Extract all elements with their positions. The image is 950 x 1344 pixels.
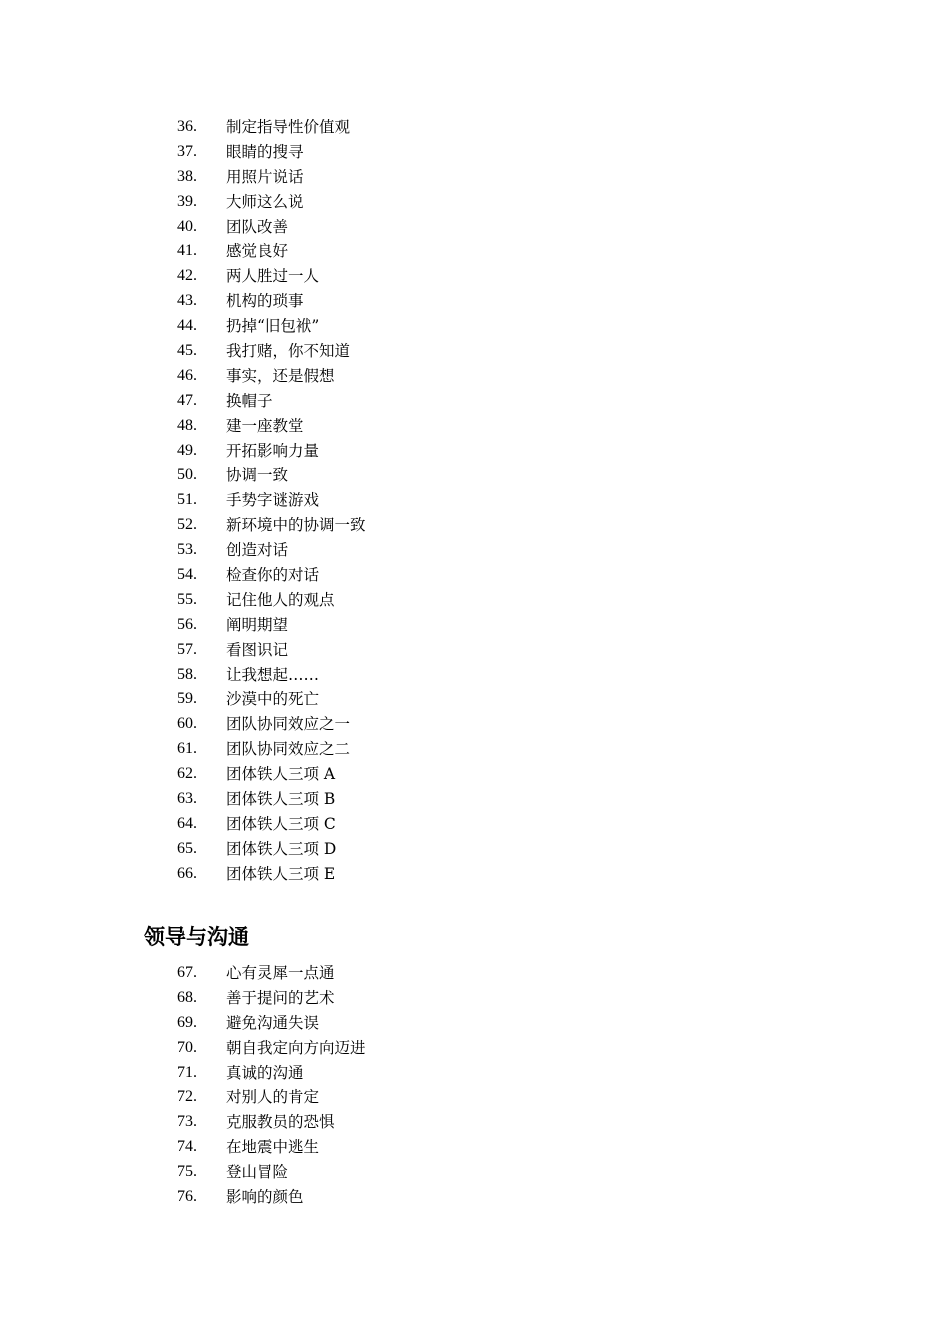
list-item <box>0 737 950 762</box>
item-title: 记住他人的观点 <box>226 590 335 609</box>
item-title: 建一座教堂 <box>226 416 304 435</box>
item-number: 75. <box>177 1163 197 1181</box>
item-number: 52. <box>177 516 197 534</box>
list-item <box>0 1110 950 1135</box>
item-number: 43. <box>177 292 197 310</box>
item-title: 用照片说话 <box>226 167 304 186</box>
item-title: 团队协同效应之一 <box>226 715 351 734</box>
item-title: 团体铁人三项 C <box>226 814 336 833</box>
item-number: 41. <box>177 242 197 260</box>
item-number: 68. <box>177 988 197 1006</box>
item-title: 事实，还是假想 <box>226 366 335 385</box>
list-item <box>0 190 950 215</box>
item-number: 37. <box>177 142 197 160</box>
item-title: 创造对话 <box>226 541 289 560</box>
item-number: 58. <box>177 665 197 683</box>
item-number: 74. <box>177 1138 197 1156</box>
item-title: 团体铁人三项 D <box>226 839 337 858</box>
item-title: 感觉良好 <box>226 242 289 261</box>
item-number: 57. <box>177 640 197 658</box>
item-number: 65. <box>177 839 197 857</box>
item-number: 40. <box>177 217 197 235</box>
item-number: 53. <box>177 541 197 559</box>
item-title: 团队改善 <box>226 217 289 236</box>
list-item <box>0 712 950 737</box>
item-title: 善于提问的艺术 <box>226 988 335 1007</box>
list-item <box>0 862 950 887</box>
item-number: 67. <box>177 964 197 981</box>
list-item <box>0 1135 950 1160</box>
item-title: 对别人的肯定 <box>226 1088 320 1107</box>
list-item <box>0 264 950 289</box>
list-item <box>0 1011 950 1036</box>
list-item <box>0 638 950 663</box>
item-number: 69. <box>177 1013 197 1031</box>
item-title: 团队协同效应之二 <box>226 740 351 759</box>
list-item <box>0 488 950 513</box>
item-number: 66. <box>177 864 197 882</box>
list-item <box>0 563 950 588</box>
list-item <box>0 439 950 464</box>
list-item <box>0 389 950 414</box>
item-number: 50. <box>177 466 197 484</box>
numbered-list <box>0 115 950 887</box>
item-title: 制定指导性价值观 <box>226 118 351 136</box>
list-item <box>0 140 950 165</box>
item-number: 51. <box>177 491 197 509</box>
item-number: 39. <box>177 192 197 210</box>
item-title: 眼睛的搜寻 <box>226 142 304 161</box>
item-number: 62. <box>177 765 197 783</box>
list-item <box>0 762 950 787</box>
list-item <box>0 115 950 140</box>
item-title: 团体铁人三项 B <box>226 790 336 809</box>
item-number: 56. <box>177 615 197 633</box>
list-item <box>0 961 950 986</box>
section-heading: 领导与沟通 <box>144 925 249 949</box>
item-number: 55. <box>177 590 197 608</box>
item-number: 54. <box>177 566 197 584</box>
item-number: 36. <box>177 118 197 135</box>
item-number: 72. <box>177 1088 197 1106</box>
item-title: 扔掉“旧包袱” <box>226 317 320 336</box>
item-number: 48. <box>177 416 197 434</box>
item-number: 60. <box>177 715 197 733</box>
item-title: 团体铁人三项 E <box>226 864 336 883</box>
item-title: 阐明期望 <box>226 615 289 634</box>
item-number: 49. <box>177 441 197 459</box>
item-title: 看图识记 <box>226 640 289 659</box>
list-item <box>0 215 950 240</box>
list-item <box>0 165 950 190</box>
list-item <box>0 613 950 638</box>
item-number: 59. <box>177 690 197 708</box>
item-title: 检查你的对话 <box>226 566 320 585</box>
list-item <box>0 1061 950 1086</box>
list-item <box>0 663 950 688</box>
item-title: 避免沟通失误 <box>226 1013 320 1032</box>
item-number: 42. <box>177 267 197 285</box>
item-title: 让我想起…… <box>226 665 320 684</box>
list-item <box>0 837 950 862</box>
list-item <box>0 239 950 264</box>
item-title: 协调一致 <box>226 466 289 485</box>
list-item <box>0 588 950 613</box>
item-title: 大师这么说 <box>226 192 304 211</box>
item-number: 46. <box>177 366 197 384</box>
list-item <box>0 1160 950 1185</box>
list-item <box>0 463 950 488</box>
item-title: 克服教员的恐惧 <box>226 1113 335 1132</box>
item-title: 两人胜过一人 <box>226 267 320 286</box>
item-title: 沙漠中的死亡 <box>226 690 320 709</box>
item-number: 73. <box>177 1113 197 1131</box>
item-number: 45. <box>177 342 197 360</box>
list-item <box>0 538 950 563</box>
item-title: 机构的琐事 <box>226 292 304 311</box>
item-title: 团体铁人三项 A <box>226 765 336 784</box>
item-number: 70. <box>177 1038 197 1056</box>
item-title: 开拓影响力量 <box>226 441 320 460</box>
list-item <box>0 986 950 1011</box>
item-number: 38. <box>177 167 197 185</box>
list-item <box>0 339 950 364</box>
item-number: 76. <box>177 1188 197 1206</box>
list-item <box>0 1185 950 1210</box>
list-item <box>0 1036 950 1061</box>
list-item <box>0 364 950 389</box>
item-title: 在地震中逃生 <box>226 1138 320 1157</box>
item-number: 71. <box>177 1063 197 1081</box>
item-title: 我打赌，你不知道 <box>226 342 351 361</box>
list-item <box>0 787 950 812</box>
item-title: 心有灵犀一点通 <box>226 964 335 982</box>
item-title: 朝自我定向方向迈进 <box>226 1038 366 1057</box>
item-number: 64. <box>177 814 197 832</box>
item-title: 手势字谜游戏 <box>226 491 320 510</box>
item-title: 换帽子 <box>226 391 273 410</box>
list-item <box>0 1085 950 1110</box>
item-number: 44. <box>177 317 197 335</box>
item-title: 新环境中的协调一致 <box>226 516 366 535</box>
item-title: 真诚的沟通 <box>226 1063 304 1082</box>
item-number: 47. <box>177 391 197 409</box>
item-title: 影响的颜色 <box>226 1188 304 1207</box>
item-title: 登山冒险 <box>226 1163 289 1182</box>
list-item <box>0 414 950 439</box>
list-item <box>0 513 950 538</box>
list-item <box>0 687 950 712</box>
item-number: 61. <box>177 740 197 758</box>
item-number: 63. <box>177 790 197 808</box>
list-item <box>0 812 950 837</box>
numbered-list <box>0 961 950 1210</box>
list-item <box>0 314 950 339</box>
list-item <box>0 289 950 314</box>
